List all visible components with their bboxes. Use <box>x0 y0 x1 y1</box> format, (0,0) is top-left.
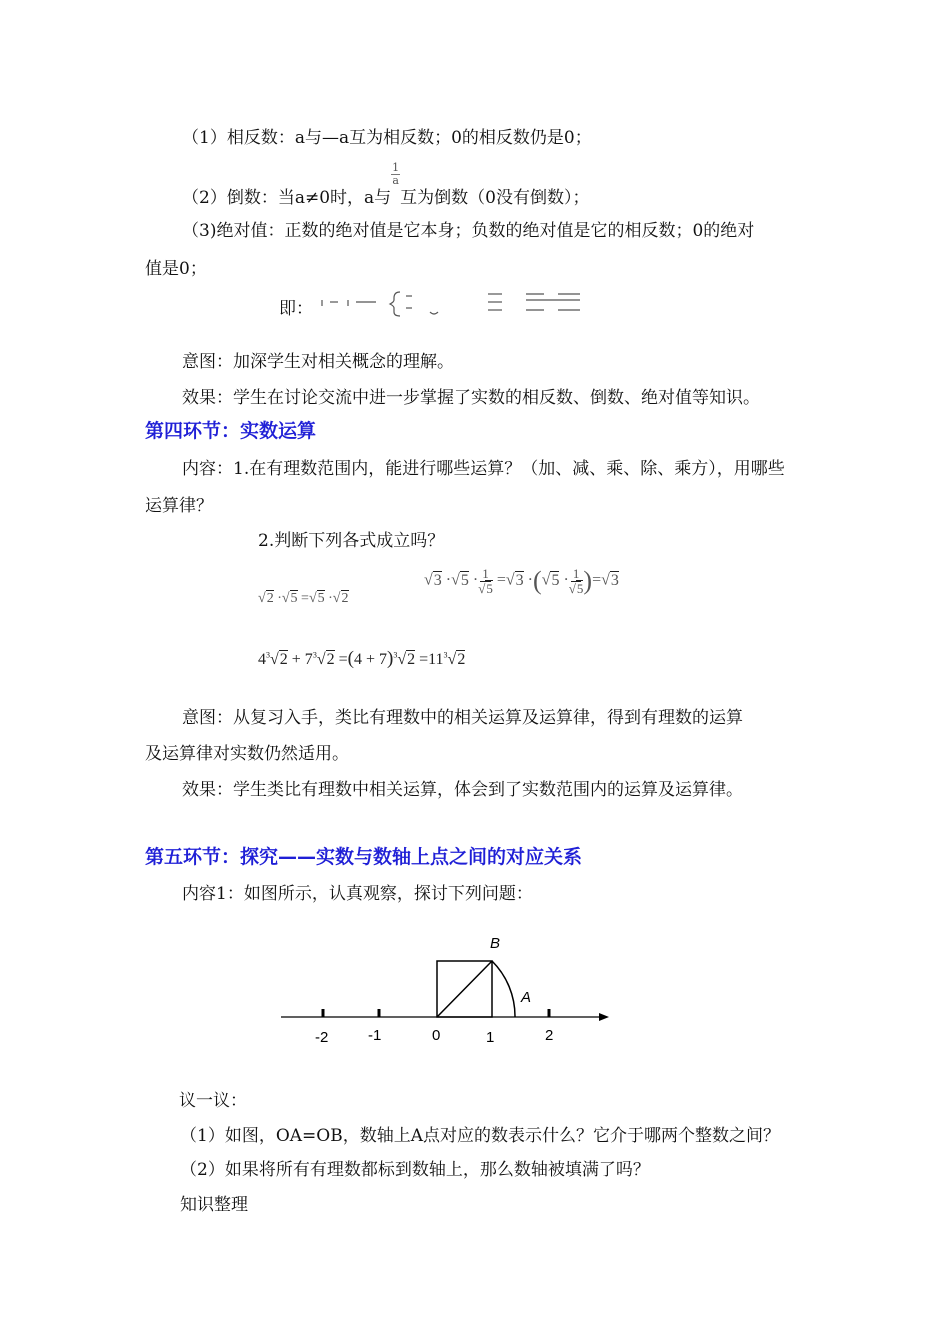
ji-label: 即： <box>279 299 313 319</box>
section4-content2: 2.判断下列各式成立吗？ <box>258 531 445 551</box>
fraction-numerator: 1 <box>392 161 400 174</box>
absolute-value-formula-graphic <box>318 288 588 320</box>
question-2: （2）如果将所有有理数都标到数轴上，那么数轴被填满了吗？ <box>180 1160 650 1180</box>
formula-associative: √3 ·√5 · $\frac{1}{√5}$ =√3 ·(√5 · $\frac{1}{√5}$ )=√3 <box>424 565 619 596</box>
tick-label-minus-2: -2 <box>315 1029 329 1046</box>
discuss-label: 议一议： <box>179 1091 247 1111</box>
section4-intent-cont: 及运算律对实数仍然适用。 <box>145 744 349 764</box>
label-A: A <box>521 989 532 1006</box>
formula-commutative: √2 ·√5 =√5 ·√2 <box>258 591 349 606</box>
section4-intent: 意图：从复习入手，类比有理数中的相关运算及运算律，得到有理数的运算 <box>182 708 743 728</box>
diagonal-OB <box>437 961 492 1017</box>
question-1: （1）如图，OA=OB，数轴上A点对应的数表示什么？它介于哪两个整数之间？ <box>180 1126 780 1146</box>
section4-content1: 内容：1.在有理数范围内，能进行哪些运算？（加、减、乘、除、乘方），用哪些 <box>182 459 785 479</box>
number-line-figure <box>275 928 615 1050</box>
reciprocal-line <box>182 161 590 209</box>
formula-distributive: $4^3√2 + 7^3√2 =(4 + 7)^3√2 =11^3√2$ <box>258 648 466 669</box>
arc-B-to-A <box>492 961 515 1017</box>
absolute-value-line: （3)绝对值：正数的绝对值是它本身；负数的绝对值是它的相反数；0的绝对 <box>182 221 755 241</box>
section4-heading: 第四环节：实数运算 <box>145 420 317 442</box>
tick-label-2: 2 <box>545 1027 554 1044</box>
absolute-value-line-cont: 值是0； <box>145 259 207 279</box>
section4-content1-cont: 运算律？ <box>145 496 213 516</box>
tick-label-0: 0 <box>432 1027 441 1044</box>
fraction-denominator: a <box>392 174 399 187</box>
section5-heading: 第五环节：探究——实数与数轴上点之间的对应关系 <box>145 846 583 868</box>
axis-arrow-icon <box>599 1013 609 1021</box>
reciprocal-fraction <box>391 162 400 187</box>
section3-intent: 意图：加深学生对相关概念的理解。 <box>182 352 454 372</box>
tick-label-1: 1 <box>486 1029 495 1046</box>
section5-content1: 内容1：如图所示，认真观察，探讨下列问题： <box>182 884 533 904</box>
knowledge-summary-label: 知识整理 <box>180 1195 248 1215</box>
reciprocal-suffix: 互为倒数（0没有倒数）； <box>400 188 590 208</box>
opposite-number-line: （1）相反数：a与—a互为相反数；0的相反数仍是0； <box>182 128 592 148</box>
reciprocal-prefix: （2）倒数：当a≠0时，a与 <box>182 188 392 208</box>
tick-label-minus-1: -1 <box>368 1027 382 1044</box>
section4-effect: 效果：学生类比有理数中相关运算，体会到了实数范围内的运算及运算律。 <box>182 780 743 800</box>
label-B: B <box>490 935 501 952</box>
section3-effect: 效果：学生在讨论交流中进一步掌握了实数的相反数、倒数、绝对值等知识。 <box>182 388 760 408</box>
